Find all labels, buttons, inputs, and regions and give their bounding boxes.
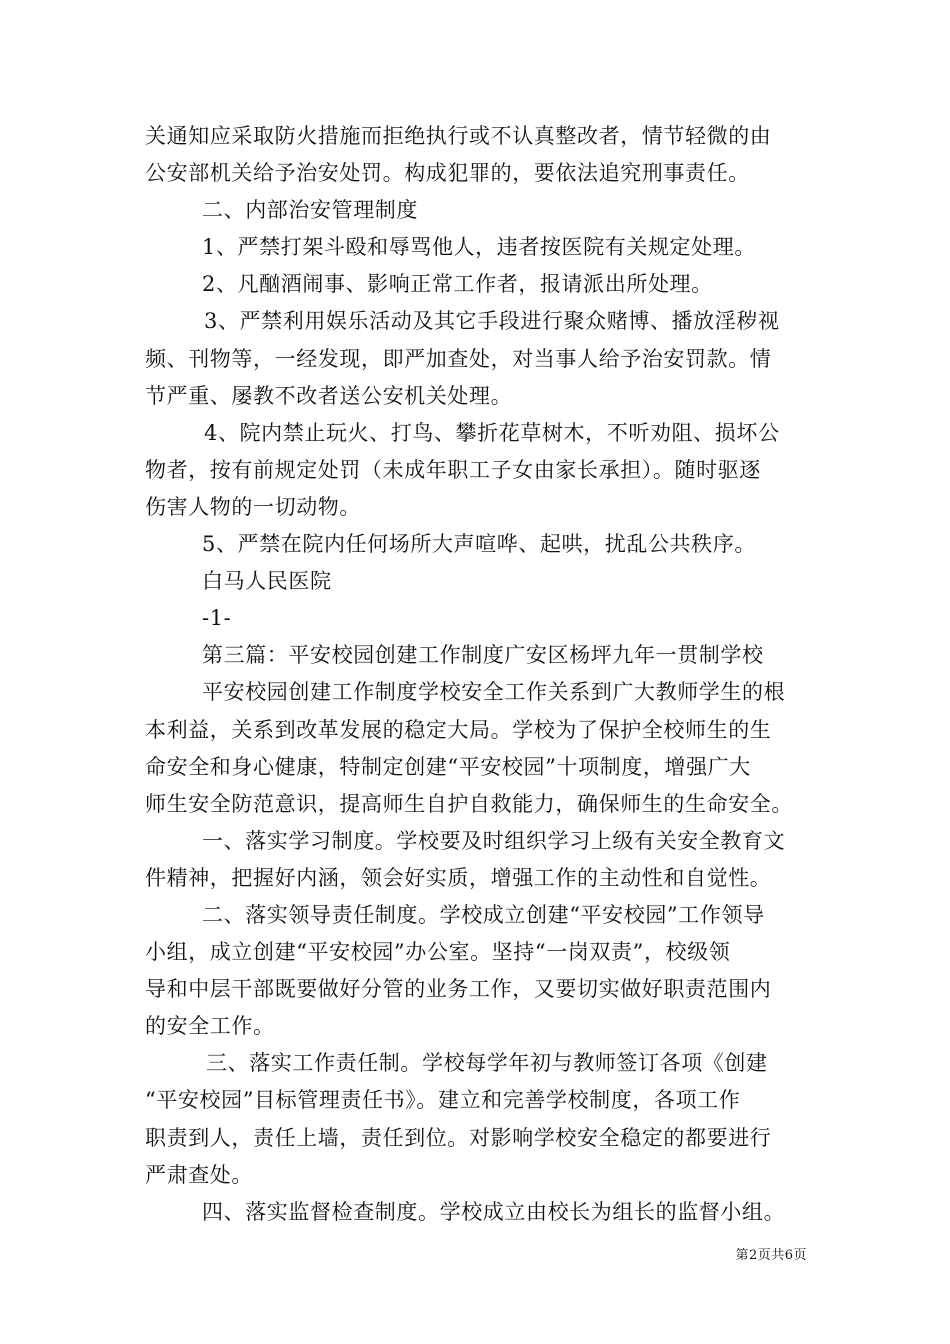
text-line: 关通知应采取防火措施而拒绝执行或不认真整改者，情节轻微的由 [145,124,772,148]
text-line: 第三篇：平安校园创建工作制度广安区杨坪九年一贯制学校 [202,643,764,668]
text-line: 师生安全防范意识，提高师生自护自救能力，确保师生的生命安全。 [145,791,793,816]
text-line: 5、严禁在院内任何场所大声喧哗、起哄，扰乱公共秩序。 [202,532,756,557]
body-text [145,118,815,1231]
text-line: 2、凡酗酒闹事、影响正常工作者，报请派出所处理。 [202,272,713,297]
text-line: 导和中层干部既要做好分管的业务工作，又要切实做好职责范围内 [145,977,772,1002]
text-line: 二、内部治安管理制度 [202,198,418,223]
text-line: 1、严禁打架斗殴和辱骂他人，违者按医院有关规定处理。 [202,235,756,260]
text-line: 二、落实领导责任制度。学校成立创建“平安校园”工作领导 [202,902,765,927]
text-line: 的安全工作。 [145,1014,275,1039]
text-line: 公安部机关给予治安处罚。构成犯罪的，要依法追究刑事责任。 [145,161,750,186]
text-line: -1- [202,606,232,631]
text-line: 职责到人，责任上墙，责任到位。对影响学校安全稳定的都要进行 [145,1125,772,1150]
text-line: 四、落实监督检查制度。学校成立由校长为组长的监督小组。 [202,1199,786,1224]
text-line: “平安校园”目标管理责任书》。建立和完善学校制度，各项工作 [145,1088,741,1113]
text-line: 4、院内禁止玩火、打鸟、攀折花草树木，不听劝阻、损坏公 [204,420,780,445]
text-line: 频、刊物等，一经发现，即严加查处，对当事人给予治安罚款。情 [145,346,772,371]
text-line: 三、落实工作责任制。学校每学年初与教师签订各项《创建 [206,1051,768,1076]
text-line: 件精神，把握好内涵，领会好实质，增强工作的主动性和自觉性。 [145,865,772,890]
text-line: 严肃查处。 [145,1162,253,1187]
text-line: 平安校园创建工作制度学校安全工作关系到广大教师学生的根 [202,680,786,705]
text-line: 命安全和身心健康，特制定创建“平安校园”十项制度，增强广大 [145,754,751,779]
page-number: 第2页共6页 [735,1248,807,1263]
text-line: 3、严禁利用娱乐活动及其它手段进行聚众赌博、播放淫秽视 [204,309,780,334]
text-line: 伤害人物的一切动物。 [145,494,361,519]
text-line: 小组，成立创建“平安校园”办公室。坚持“一岗双责”，校级领 [145,940,731,965]
text-line: 节严重、屡教不改者送公安机关处理。 [145,383,513,408]
text-line: 白马人民医院 [202,569,332,594]
text-line: 物者，按有前规定处罚（未成年职工子女由家长承担）。随时驱逐 [145,457,761,482]
text-line: 一、落实学习制度。学校要及时组织学习上级有关安全教育文 [202,828,786,853]
text-line: 本利益，关系到改革发展的稳定大局。学校为了保护全校师生的生 [145,717,772,742]
